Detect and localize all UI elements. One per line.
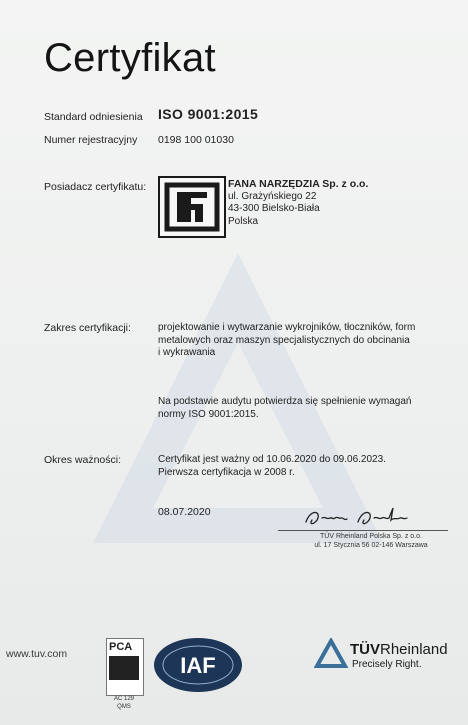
signature-icon (302, 504, 432, 532)
pca-sub-line: AC 129 (113, 696, 134, 702)
issuer-address (296, 532, 446, 550)
website-link[interactable]: www.tuv.com (6, 648, 68, 660)
signature-line (278, 530, 448, 531)
scope-line: metalowych oraz maszyn specjalistycznych do obcinania (158, 334, 410, 346)
validity-label: Okres ważności: (44, 454, 122, 466)
holder-city: 43-300 Bielsko-Biała (228, 203, 320, 214)
tuv-brand-rest: Rheinland (380, 641, 448, 658)
pca-caption (106, 695, 142, 711)
pca-sub-line: QMS (117, 704, 131, 710)
iaf-logo-icon (152, 636, 244, 694)
holder-block (228, 178, 368, 228)
holder-label: Posiadacz certyfikatu: (44, 181, 147, 193)
issuer-line: TÜV Rheinland Polska Sp. z o.o. (320, 533, 422, 540)
issue-date: 08.07.2020 (158, 506, 211, 518)
standard-label: Standard odniesienia (44, 111, 143, 123)
scope-text (158, 322, 415, 360)
registration-label: Numer rejestracyjny (44, 134, 138, 146)
scope-label: Zakres certyfikacji: (44, 322, 131, 334)
scope-line: i wykrawania (158, 347, 216, 358)
holder-street: ul. Grażyńskiego 22 (228, 190, 317, 202)
tuv-brand-bold: TÜV (350, 641, 380, 658)
fana-logo (158, 176, 226, 238)
pca-label: PCA (109, 641, 133, 653)
validity-line: Certyfikat jest ważny od 10.06.2020 do 09.06.2023. (158, 454, 386, 465)
holder-country: Polska (228, 215, 259, 227)
holder-name: FANA NARZĘDZIA Sp. z o.o. (228, 178, 369, 190)
standard-value: ISO 9001:2015 (158, 106, 259, 122)
validity-text (158, 454, 386, 479)
validity-line: Pierwsza certyfikacja w 2008 r. (158, 466, 295, 478)
pca-emblem-icon (109, 656, 139, 680)
pca-badge (106, 638, 144, 696)
tuv-brand (350, 641, 448, 658)
certificate-title: Certyfikat (44, 36, 216, 80)
audit-line: normy ISO 9001:2015. (158, 408, 259, 420)
issuer-line: ul. 17 Stycznia 56 02-146 Warszawa (314, 542, 428, 549)
tuv-tagline: Precisely Right. (352, 659, 422, 670)
scope-line: projektowanie i wytwarzanie wykrojników, tłoczników, form (158, 322, 416, 333)
iaf-label: IAF (180, 653, 216, 678)
audit-text (158, 396, 411, 421)
registration-value: 0198 100 01030 (158, 134, 234, 146)
fana-logo-icon (160, 178, 224, 236)
audit-line: Na podstawie audytu potwierdza się spełnienie wymagań (158, 396, 412, 407)
